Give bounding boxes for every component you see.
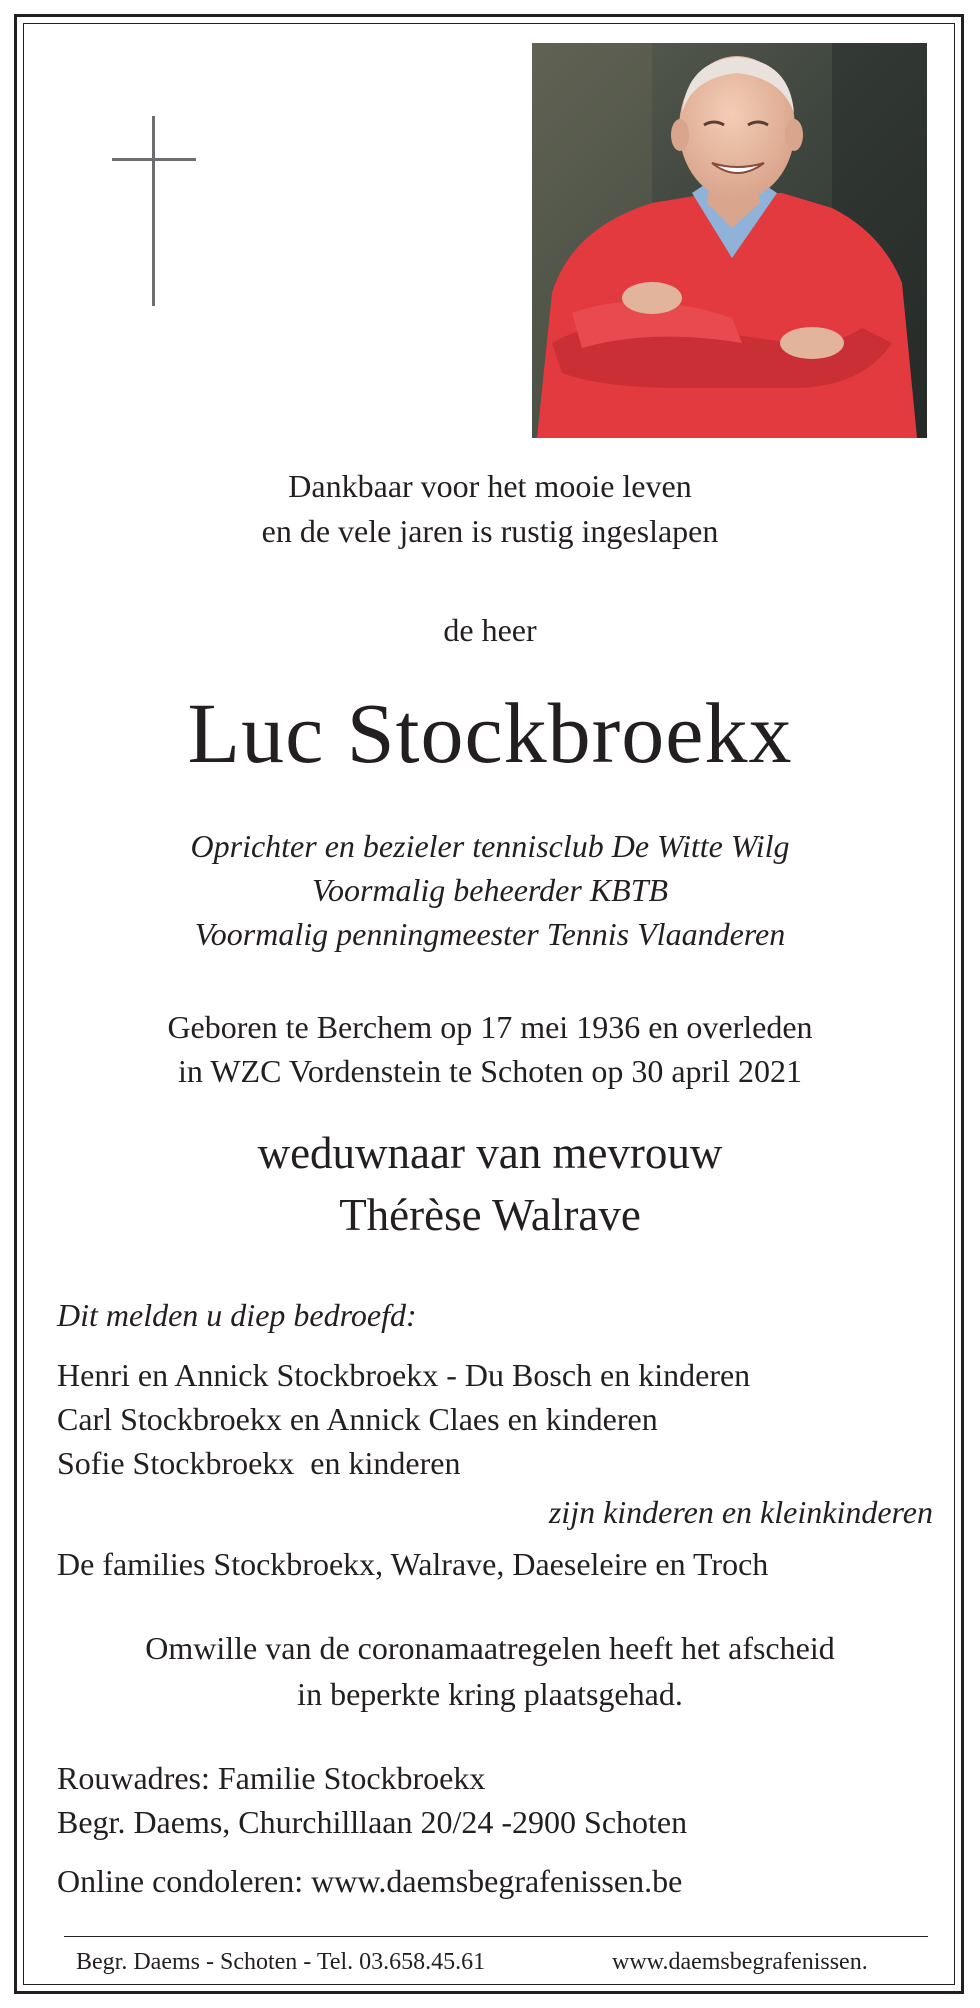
death-line: in WZC Vordenstein te Schoten op 30 april 2021: [178, 1053, 802, 1089]
footer-contact: Begr. Daems - Schoten - Tel. 03.658.45.61: [76, 1949, 486, 1975]
cross-icon: [112, 116, 196, 306]
address-line-2: Begr. Daems, Churchilllaan 20/24 -2900 Schoten: [57, 1804, 688, 1840]
footer-divider: [64, 1936, 928, 1937]
intro-text: [30, 464, 950, 554]
intro-line-1: Dankbaar voor het mooie leven: [288, 468, 692, 504]
birth-death-text: [30, 1005, 950, 1093]
relation-text: zijn kinderen en kleinkinderen: [548, 1494, 933, 1530]
mourner-line: Sofie Stockbroekx en kinderen: [57, 1445, 461, 1481]
mourner-line: Henri en Annick Stockbroekx - Du Bosch en kinderen: [57, 1357, 751, 1393]
address-line-1: Rouwadres: Familie Stockbroekx: [57, 1760, 486, 1796]
mourning-address: [57, 1756, 937, 1844]
mourner-line: Carl Stockbroekx en Annick Claes en kinderen: [57, 1401, 658, 1437]
corona-line-1: Omwille van de coronamaatregelen heeft het afscheid: [145, 1630, 835, 1666]
corona-notice: [30, 1625, 950, 1717]
salutation: de heer: [443, 612, 537, 648]
portrait-photo: [532, 43, 927, 438]
deceased-name: Luc Stockbroekx: [187, 685, 793, 781]
announcement-intro: Dit melden u diep bedroefd:: [57, 1297, 417, 1333]
roles-list: [30, 824, 950, 956]
role-item: Oprichter en bezieler tennisclub De Witte Wilg: [190, 828, 790, 864]
role-item: Voormalig beheerder KBTB: [311, 872, 669, 908]
birth-line: Geboren te Berchem op 17 mei 1936 en overleden: [167, 1009, 813, 1045]
spouse-name: Thérèse Walrave: [339, 1190, 641, 1240]
intro-line-2: en de vele jaren is rustig ingeslapen: [261, 513, 719, 549]
mourners-list: [57, 1353, 937, 1485]
online-condolences: Online condoleren: www.daemsbegrafenissen.be: [57, 1863, 683, 1899]
role-item: Voormalig penningmeester Tennis Vlaanderen: [194, 916, 786, 952]
corona-line-2: in beperkte kring plaatsgehad.: [297, 1676, 683, 1712]
widower-line-1: weduwnaar van mevrouw: [257, 1128, 723, 1178]
widower-text: [30, 1122, 950, 1246]
footer-website: www.daemsbegrafenissen.: [612, 1949, 868, 1975]
families-text: De families Stockbroekx, Walrave, Daeseleire en Troch: [57, 1546, 769, 1582]
